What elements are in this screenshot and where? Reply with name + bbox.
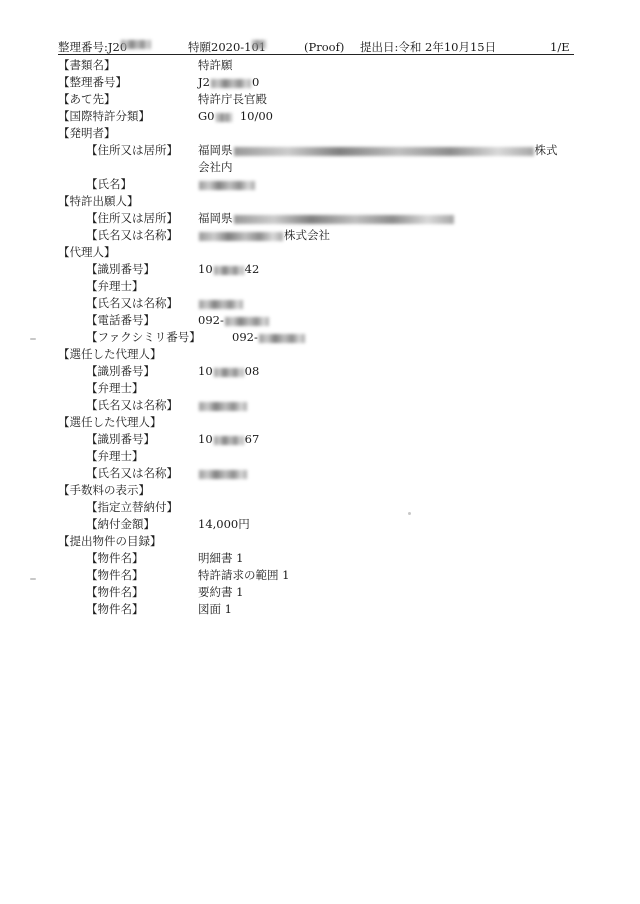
field-row xyxy=(58,142,578,159)
field-row xyxy=(58,295,578,312)
scan-mark xyxy=(30,578,36,580)
section-heading: 【提出物件の目録】 xyxy=(58,534,162,548)
header-filing-date: 提出日:令和 2年10月15日 xyxy=(360,40,497,54)
field-row xyxy=(58,448,578,465)
field-row xyxy=(58,108,578,125)
field-row xyxy=(58,584,578,601)
redaction xyxy=(199,181,255,190)
field-value-suffix: 10/00 xyxy=(239,109,273,123)
field-value-group xyxy=(198,363,259,380)
page-header xyxy=(58,40,574,55)
field-value: 10 xyxy=(198,432,213,446)
field-value-suffix: 08 xyxy=(244,364,260,378)
redaction xyxy=(216,113,232,122)
header-doc-no-label: 整理番号:J2 xyxy=(58,40,120,54)
field-value: J2 xyxy=(198,75,210,89)
field-value-group xyxy=(198,312,270,329)
field-label: 【住所又は居所】 xyxy=(86,211,178,225)
field-label: 【物件名】 xyxy=(86,551,144,565)
redaction xyxy=(199,470,247,479)
field-value-suffix: 0 xyxy=(251,75,260,89)
field-value-group xyxy=(198,74,259,91)
redaction xyxy=(259,334,305,343)
field-value-suffix: 67 xyxy=(244,432,260,446)
section-heading-row xyxy=(58,193,578,210)
header-doc-no xyxy=(58,40,127,54)
redaction xyxy=(234,147,534,156)
field-value: 092- xyxy=(198,313,224,327)
field-value-group xyxy=(198,295,244,312)
field-value-group xyxy=(198,431,259,448)
field-label: 【氏名又は名称】 xyxy=(86,296,178,310)
field-value: 図面 1 xyxy=(198,602,232,616)
field-value: 福岡県 xyxy=(198,211,233,225)
field-row xyxy=(58,91,578,108)
field-value: 特許請求の範囲 1 xyxy=(198,568,290,582)
field-row xyxy=(58,380,578,397)
section-heading-row xyxy=(58,482,578,499)
field-label: 【住所又は居所】 xyxy=(86,143,178,157)
field-value-group xyxy=(232,329,306,346)
field-row xyxy=(58,57,578,74)
redaction xyxy=(214,266,244,275)
field-value-group xyxy=(198,465,248,482)
header-app-type xyxy=(188,40,266,54)
field-label: 【識別番号】 xyxy=(86,262,155,276)
field-row xyxy=(58,278,578,295)
field-label: 【あて先】 xyxy=(58,92,116,106)
field-label: 【識別番号】 xyxy=(86,364,155,378)
field-label: 【識別番号】 xyxy=(86,432,155,446)
field-row xyxy=(58,601,578,618)
field-value-suffix: 42 xyxy=(244,262,260,276)
section-heading-row xyxy=(58,533,578,550)
field-value: 特許庁長官殿 xyxy=(198,92,267,106)
field-label: 【物件名】 xyxy=(86,602,144,616)
field-value: 14,000円 xyxy=(198,517,250,531)
section-heading-row xyxy=(58,244,578,261)
redaction xyxy=(214,368,244,377)
redaction xyxy=(199,402,247,411)
field-value-group xyxy=(198,108,273,125)
field-label: 【国際特許分類】 xyxy=(58,109,150,123)
field-value: 福岡県 xyxy=(198,143,233,157)
field-label: 【物件名】 xyxy=(86,568,144,582)
field-label: 【指定立替納付】 xyxy=(86,500,178,514)
redaction xyxy=(121,40,151,49)
redaction xyxy=(199,300,243,309)
scan-mark xyxy=(408,512,411,515)
field-label: 【整理番号】 xyxy=(58,75,127,89)
header-app-type-label: 特願2020-1 xyxy=(188,40,252,54)
field-value: 要約書 1 xyxy=(198,585,244,599)
field-value: G0 xyxy=(198,109,215,123)
section-heading: 【選任した代理人】 xyxy=(58,415,162,429)
section-heading: 【代理人】 xyxy=(58,245,116,259)
field-value-group xyxy=(198,210,455,227)
section-heading: 【手数料の表示】 xyxy=(58,483,150,497)
field-row xyxy=(58,176,578,193)
section-heading: 【選任した代理人】 xyxy=(58,347,162,361)
section-heading: 【発明者】 xyxy=(58,126,116,140)
field-row xyxy=(58,210,578,227)
field-row xyxy=(58,499,578,516)
field-value-group xyxy=(198,397,248,414)
field-row xyxy=(58,363,578,380)
field-value: 明細書 1 xyxy=(198,551,244,565)
field-label: 【氏名又は名称】 xyxy=(86,466,178,480)
field-row xyxy=(58,516,578,533)
field-row xyxy=(58,567,578,584)
redaction xyxy=(199,232,283,241)
field-row xyxy=(58,465,578,482)
field-label: 【氏名又は名称】 xyxy=(86,398,178,412)
field-label: 【書類名】 xyxy=(58,58,116,72)
field-row xyxy=(58,431,578,448)
field-row xyxy=(58,227,578,244)
field-row xyxy=(58,397,578,414)
field-value-suffix: 株式会社 xyxy=(284,228,330,242)
field-label: 【物件名】 xyxy=(86,585,144,599)
redaction xyxy=(252,40,266,49)
field-row xyxy=(58,550,578,567)
field-row-continuation xyxy=(58,159,578,176)
header-proof: (Proof) xyxy=(304,40,345,54)
field-value-group xyxy=(198,227,330,244)
field-value: 会社内 xyxy=(198,160,233,174)
field-row xyxy=(58,329,578,346)
field-label: 【ファクシミリ番号】 xyxy=(86,330,201,344)
field-label: 【弁理士】 xyxy=(86,449,144,463)
field-row xyxy=(58,261,578,278)
field-value: 092- xyxy=(232,330,258,344)
field-value: 10 xyxy=(198,262,213,276)
redaction xyxy=(225,317,269,326)
redaction xyxy=(211,79,251,88)
redaction xyxy=(214,436,244,445)
field-label: 【弁理士】 xyxy=(86,381,144,395)
section-heading-row xyxy=(58,125,578,142)
redaction xyxy=(234,215,454,224)
field-label: 【電話番号】 xyxy=(86,313,155,327)
field-value-suffix: 株式 xyxy=(534,143,558,157)
field-value: 特許願 xyxy=(198,58,233,72)
field-value-group xyxy=(198,142,558,159)
field-label: 【納付金額】 xyxy=(86,517,155,531)
scan-mark xyxy=(30,338,36,340)
section-heading-row xyxy=(58,414,578,431)
section-heading: 【特許出願人】 xyxy=(58,194,139,208)
section-heading-row xyxy=(58,346,578,363)
field-value-group xyxy=(198,176,256,193)
field-label: 【氏名又は名称】 xyxy=(86,228,178,242)
header-page-number: 1/E xyxy=(550,40,570,54)
field-label: 【弁理士】 xyxy=(86,279,144,293)
field-row xyxy=(58,312,578,329)
field-label: 【氏名】 xyxy=(86,177,132,191)
field-value-group xyxy=(198,261,259,278)
field-value: 10 xyxy=(198,364,213,378)
field-row xyxy=(58,74,578,91)
